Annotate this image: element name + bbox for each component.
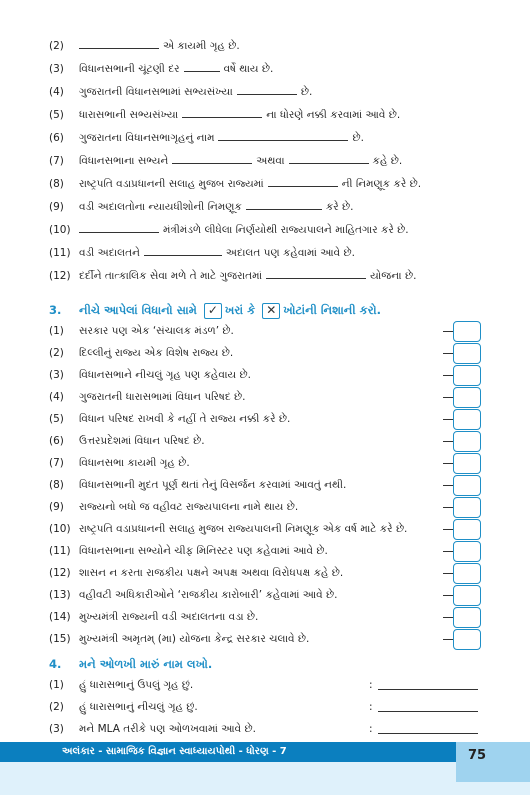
item-number: (3): [49, 723, 64, 735]
sentence-text: અથવા: [256, 155, 285, 167]
statement-text: શાસન ન કરતા રાજકીય પક્ષને અપક્ષ અથવા વિરોધપક્ષ કહે છે.: [79, 567, 344, 579]
item-number: (1): [49, 679, 64, 691]
tick-mark-icon: ✓: [204, 303, 222, 319]
dash-separator: [443, 529, 453, 530]
item-number: (2): [49, 40, 64, 52]
answer-checkbox[interactable]: [453, 541, 481, 562]
dash-separator: [443, 639, 453, 640]
statement-text: રાજ્યનો બધો જ વહીવટ રાજ્યપાલના નામે થાય છે.: [79, 501, 299, 513]
dash-separator: [443, 485, 453, 486]
answer-checkbox[interactable]: [453, 387, 481, 408]
statement-text: સરકાર પણ એક ‘સંચાલક મંડળ’ છે.: [79, 325, 234, 337]
item-number: (13): [49, 589, 71, 601]
sentence-text: અદાલત પણ કહેવામાં આવે છે.: [225, 247, 355, 259]
statement-text: વિધાનસભા કાયમી ગૃહ છે.: [79, 457, 190, 469]
statement-text: વિધાન પરિષદ રાખવી કે નહીં તે રાજ્ય નક્કી કરે છે.: [79, 413, 291, 425]
true-false-row: [0, 608, 530, 626]
item-number: (3): [49, 63, 64, 75]
sentence-text: વડી અદાલતોના ન્યાયધીશોની નિમણૂક: [79, 201, 242, 213]
sentence-text: ગુજરાતના વિધાનસભાગૃહનું નામ: [79, 132, 215, 144]
statement-text: મુખ્યમંત્રી રાજ્યની વડી અદાલતના વડા છે.: [79, 611, 259, 623]
statement-text: વિધાનસભાની મુદત પૂર્ણ થતાં તેનું વિસર્જન કરવામાં આવતું નથી.: [79, 479, 347, 491]
sentence-text: છે.: [352, 132, 364, 144]
identify-row: [0, 720, 530, 738]
cross-mark-icon: ✕: [262, 303, 280, 319]
item-number: (6): [49, 132, 64, 144]
answer-checkbox[interactable]: [453, 607, 481, 628]
dash-separator: [443, 507, 453, 508]
answer-checkbox[interactable]: [453, 365, 481, 386]
footer-title-bar: [0, 742, 456, 762]
true-false-row: [0, 586, 530, 604]
fill-blank-row: [0, 198, 530, 216]
item-number: (5): [49, 109, 64, 121]
answer-checkbox[interactable]: [453, 431, 481, 452]
fill-blank-row: [0, 175, 530, 193]
dash-separator: [443, 595, 453, 596]
sentence-text: કરે છે.: [325, 201, 354, 213]
sentence-text: યોજના છે.: [370, 270, 417, 282]
answer-checkbox[interactable]: [453, 563, 481, 584]
sentence-text: વિધાનસભાની ચૂંટણી દર: [79, 63, 180, 75]
riddle-text: હું ધારાસભાનું નીચલું ગૃહ છું.: [79, 701, 198, 713]
answer-blank[interactable]: [268, 176, 338, 187]
sentence-text: વર્ષે થાય છે.: [223, 63, 274, 75]
fill-blank-row: [0, 37, 530, 55]
answer-line[interactable]: [378, 733, 478, 734]
riddle-text: મને MLA તરીકે પણ ઓળખવામાં આવે છે.: [79, 723, 256, 735]
fill-blank-row: [0, 244, 530, 262]
item-number: (7): [49, 155, 64, 167]
true-false-row: [0, 322, 530, 340]
dash-separator: [443, 331, 453, 332]
section-title: મને ઓળખી મારું નામ લખો.: [79, 657, 213, 671]
true-false-row: [0, 454, 530, 472]
statement-text: મુખ્યમંત્રી અમૃતમ્ (મા) યોજના કેન્દ્ર સરકાર ચલાવે છે.: [79, 633, 310, 645]
answer-checkbox[interactable]: [453, 453, 481, 474]
true-false-row: [0, 344, 530, 362]
item-number: (9): [49, 201, 64, 213]
true-false-row: [0, 476, 530, 494]
answer-blank[interactable]: [218, 130, 348, 141]
statement-text: રાષ્ટ્રપતિ વડાપ્રધાનની સલાહ મુજબ રાજ્યપાલની નિમણૂક એક વર્ષ માટે કરે છે.: [79, 523, 408, 535]
answer-blank[interactable]: [246, 199, 322, 210]
item-number: (1): [49, 325, 64, 337]
dash-separator: [443, 353, 453, 354]
answer-checkbox[interactable]: [453, 409, 481, 430]
statement-text: ઉત્તરપ્રદેશમાં વિધાન પરિષદ છે.: [79, 435, 205, 447]
footer-title: અલંકાર - સામાજિક વિજ્ઞાન સ્વાધ્યાયપોથી - ધોરણ - 7: [62, 746, 287, 757]
true-false-row: [0, 542, 530, 560]
item-number: (4): [49, 86, 64, 98]
sentence-text: ગુજરાતની વિધાનસભામાં સભ્યસંખ્યા: [79, 86, 233, 98]
statement-text: વહીવટી અધિકારીઓને ‘રાજકીય કારોબારી’ કહેવામાં આવે છે.: [79, 589, 338, 601]
fill-blank-row: [0, 129, 530, 147]
answer-checkbox[interactable]: [453, 519, 481, 540]
dash-separator: [443, 397, 453, 398]
fill-blank-row: [0, 152, 530, 170]
item-number: (10): [49, 224, 71, 236]
item-number: (11): [49, 545, 71, 557]
true-false-row: [0, 498, 530, 516]
colon: :: [369, 723, 373, 735]
answer-blank[interactable]: [172, 153, 252, 164]
item-number: (8): [49, 479, 64, 491]
sentence-text: વડી અદાલતને: [79, 247, 140, 259]
answer-checkbox[interactable]: [453, 585, 481, 606]
item-number: (14): [49, 611, 71, 623]
item-number: (4): [49, 391, 64, 403]
item-number: (2): [49, 701, 64, 713]
true-false-row: [0, 564, 530, 582]
true-false-row: [0, 366, 530, 384]
colon: :: [369, 679, 373, 691]
item-number: (9): [49, 501, 64, 513]
answer-blank[interactable]: [182, 107, 262, 118]
fill-blank-row: [0, 83, 530, 101]
answer-line[interactable]: [378, 689, 478, 690]
answer-blank[interactable]: [184, 61, 220, 72]
fill-blank-row: [0, 221, 530, 239]
sentence-text: ના ધોરણે નક્કી કરવામાં આવે છે.: [266, 109, 401, 121]
item-number: (6): [49, 435, 64, 447]
statement-text: વિધાનસભાને નીચલું ગૃહ પણ કહેવાય છે.: [79, 369, 251, 381]
sentence-text: એ કાયમી ગૃહ છે.: [163, 40, 240, 52]
dash-separator: [443, 463, 453, 464]
dash-separator: [443, 441, 453, 442]
sentence-text: વિધાનસભાના સભ્યને: [79, 155, 169, 167]
item-number: (11): [49, 247, 71, 259]
true-false-row: [0, 388, 530, 406]
section-number: 3.: [49, 303, 62, 317]
statement-text: ગુજરાતની ધારાસભામાં વિધાન પરિષદ છે.: [79, 391, 246, 403]
answer-blank[interactable]: [144, 245, 222, 256]
fill-blank-row: [0, 106, 530, 124]
colon: :: [369, 701, 373, 713]
item-number: (10): [49, 523, 71, 535]
sentence-text: મંત્રીમંડળે લીધેલા નિર્ણયોથી રાજ્યપાલને માહિતગાર કરે છે.: [163, 224, 409, 236]
sentence-text: ની નિમણૂક કરે છે.: [341, 178, 422, 190]
sentence-text: કહે છે.: [372, 155, 403, 167]
answer-blank[interactable]: [289, 153, 369, 164]
dash-separator: [443, 617, 453, 618]
dash-separator: [443, 419, 453, 420]
fill-blank-row: [0, 60, 530, 78]
dash-separator: [443, 551, 453, 552]
item-number: (15): [49, 633, 71, 645]
riddle-text: હું ધારાસભાનું ઉપલું ગૃહ છું.: [79, 679, 194, 691]
dash-separator: [443, 375, 453, 376]
section-number: 4.: [49, 657, 62, 671]
answer-blank[interactable]: [266, 268, 366, 279]
page-number: 75: [468, 748, 487, 763]
item-number: (8): [49, 178, 64, 190]
sentence-text: રાષ્ટ્રપતિ વડાપ્રધાનની સલાહ મુજબ રાજ્યમાં: [79, 178, 264, 190]
answer-checkbox[interactable]: [453, 343, 481, 364]
item-number: (5): [49, 413, 64, 425]
answer-blank[interactable]: [237, 84, 297, 95]
answer-checkbox[interactable]: [453, 475, 481, 496]
true-false-row: [0, 432, 530, 450]
item-number: (7): [49, 457, 64, 469]
answer-checkbox[interactable]: [453, 629, 481, 650]
section-title: નીચે આપેલાં વિધાનો સામે ✓ ખરાં કે ✕ ખોટાંની નિશાની કરો.: [79, 302, 381, 317]
sentence-text: ધારાસભાની સભ્યસંખ્યા: [79, 109, 179, 121]
true-false-row: [0, 630, 530, 648]
answer-blank[interactable]: [79, 222, 159, 233]
identify-row: [0, 676, 530, 694]
item-number: (2): [49, 347, 64, 359]
true-false-row: [0, 520, 530, 538]
sentence-text: છે.: [300, 86, 313, 98]
statement-text: દિલ્લીનું રાજ્ય એક વિશેષ રાજ્ય છે.: [79, 347, 234, 359]
item-number: (12): [49, 270, 71, 282]
item-number: (3): [49, 369, 64, 381]
answer-blank[interactable]: [79, 38, 159, 49]
true-false-row: [0, 410, 530, 428]
dash-separator: [443, 573, 453, 574]
answer-checkbox[interactable]: [453, 321, 481, 342]
identify-row: [0, 698, 530, 716]
item-number: (12): [49, 567, 71, 579]
answer-checkbox[interactable]: [453, 497, 481, 518]
statement-text: વિધાનસભાના સભ્યોને ચીફ મિનિસ્ટર પણ કહેવામાં આવે છે.: [79, 545, 328, 557]
sentence-text: દર્દીને તાત્કાલિક સેવા મળે તે માટે ગુજરાતમાં: [79, 270, 263, 282]
answer-line[interactable]: [378, 711, 478, 712]
fill-blank-row: [0, 267, 530, 285]
